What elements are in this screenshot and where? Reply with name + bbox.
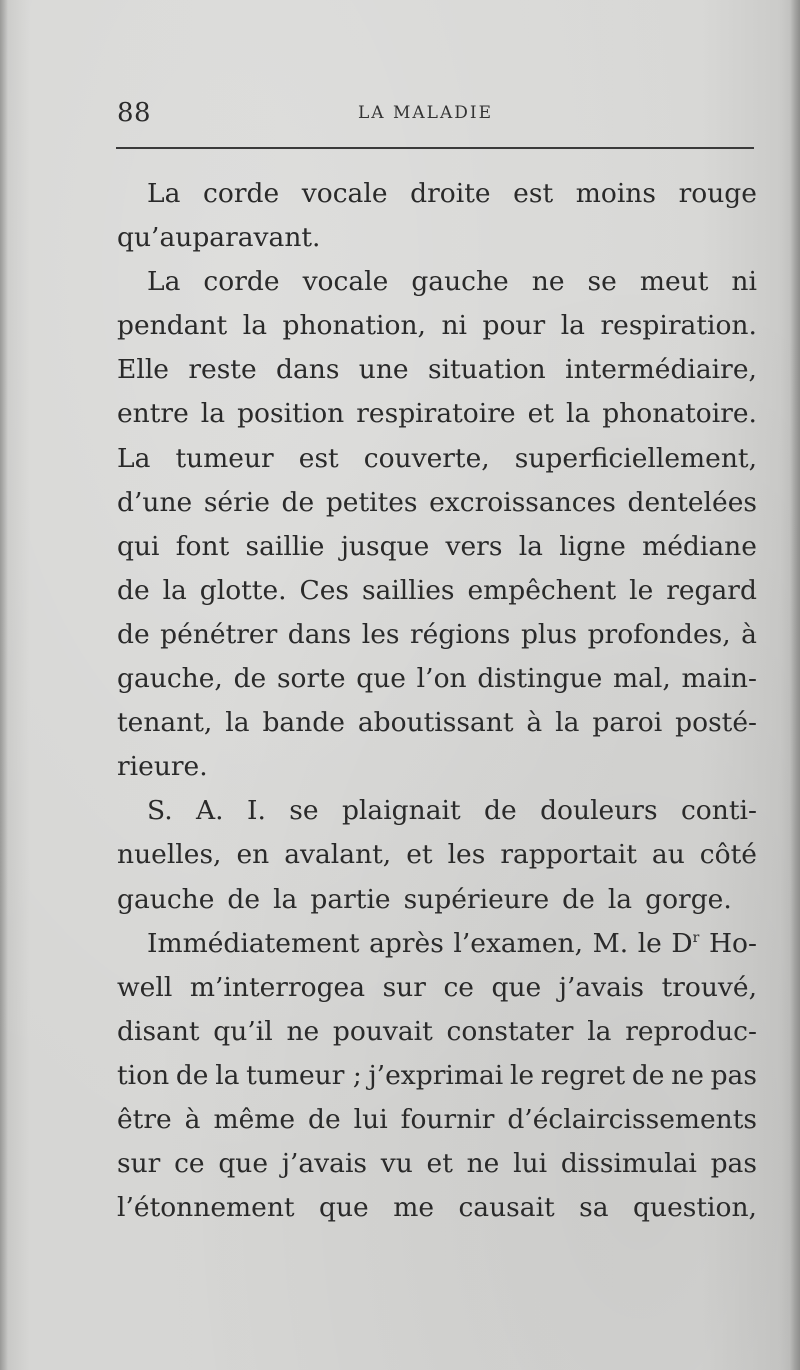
word: ne	[671, 1059, 704, 1091]
word: que	[491, 971, 542, 1003]
word: ni	[731, 266, 757, 298]
word: S.	[147, 795, 173, 827]
word: fournir	[400, 1103, 495, 1135]
word: phonatoire.	[602, 398, 757, 430]
word: corde	[203, 266, 280, 298]
word: sorte	[276, 663, 346, 695]
word: que	[356, 663, 406, 695]
word: de	[281, 486, 315, 518]
body-text	[117, 172, 757, 1230]
word: que	[218, 1148, 269, 1180]
word: la	[560, 310, 585, 342]
word: well	[117, 971, 173, 1003]
word: position	[237, 398, 345, 430]
text-line	[117, 1010, 757, 1054]
word: vocale	[301, 178, 388, 209]
word: disant	[117, 1015, 200, 1047]
word: après	[369, 927, 444, 959]
text-line	[117, 833, 757, 877]
text-line	[117, 525, 757, 569]
word: La	[147, 266, 181, 298]
word: causait	[458, 1192, 555, 1224]
page-edge-shadow-right	[790, 0, 800, 1370]
word: droite	[410, 178, 491, 209]
page-edge-shadow-left	[0, 0, 8, 1370]
word: de	[227, 883, 261, 915]
word: pénétrer	[160, 618, 278, 650]
word: qu’auparavant.	[117, 222, 321, 254]
text-line	[117, 789, 757, 833]
word: phonation,	[282, 310, 426, 342]
word: la	[225, 707, 250, 739]
word: plus	[520, 618, 578, 650]
word: la	[555, 707, 580, 739]
word: respiratoire	[356, 398, 516, 430]
word: tumeur	[175, 442, 274, 474]
word: médiane	[642, 530, 757, 562]
word: la	[273, 883, 298, 915]
word: rieure.	[117, 751, 208, 783]
word: tumeur ;	[246, 1059, 362, 1091]
page-number: 88	[117, 98, 152, 128]
word: gauche	[117, 883, 215, 915]
word: main-	[681, 663, 757, 695]
running-title: LA MALADIE	[358, 103, 493, 123]
word: douleurs	[540, 795, 658, 827]
word: excroissances	[429, 486, 616, 518]
word: être	[117, 1103, 172, 1135]
word: rouge	[678, 178, 757, 209]
word: superficiellement,	[514, 442, 757, 474]
word: ce	[174, 1148, 205, 1180]
word: qu’il	[213, 1015, 273, 1047]
word: le	[509, 1059, 535, 1091]
word: me	[393, 1192, 434, 1224]
word: reproduc-	[625, 1015, 757, 1047]
word: se	[289, 795, 319, 827]
word: à	[741, 618, 757, 650]
word: série	[203, 486, 270, 518]
word: pour	[482, 310, 546, 342]
text-line	[117, 172, 757, 216]
word: lui	[353, 1103, 388, 1135]
word: vocale	[302, 266, 389, 298]
word: distingue	[477, 663, 603, 695]
word: Ho-	[708, 927, 757, 959]
word: paroi	[592, 707, 663, 739]
word: de	[117, 574, 150, 606]
word: reste	[188, 354, 257, 386]
word: ne	[286, 1015, 320, 1047]
word: dans	[287, 618, 352, 650]
word: corde	[203, 178, 280, 209]
word: de	[562, 883, 595, 915]
word: empêchent	[467, 574, 617, 606]
word: est	[298, 442, 339, 474]
text-line	[117, 701, 757, 745]
word: le	[629, 574, 654, 606]
word: I.	[246, 795, 266, 827]
word: situation	[427, 354, 546, 386]
word: qui	[117, 530, 160, 562]
word: pouvait	[332, 1015, 433, 1047]
word: une	[358, 354, 409, 386]
word: m’interrogea	[189, 971, 366, 1003]
word: la	[607, 883, 633, 915]
word: de	[117, 618, 150, 650]
text-line	[117, 260, 757, 304]
word: j’avais	[558, 971, 645, 1003]
text-line	[117, 966, 757, 1010]
word: question,	[633, 1192, 757, 1224]
word: ce	[443, 971, 474, 1003]
word: pas	[710, 1059, 757, 1091]
word: Elle	[117, 354, 169, 386]
word: mal,	[612, 663, 671, 695]
text-line	[117, 1098, 757, 1142]
word: respiration.	[600, 310, 757, 342]
word: regard	[666, 574, 757, 606]
word: sa	[579, 1192, 609, 1224]
word: tion	[117, 1059, 170, 1091]
text-line	[117, 348, 757, 392]
word: la	[565, 398, 591, 430]
word: j’exprimai	[368, 1059, 504, 1091]
word: Immédiatement	[147, 927, 360, 959]
word: trouvé,	[661, 971, 757, 1003]
word: la	[200, 398, 226, 430]
word: partie	[310, 883, 391, 915]
text-line	[117, 1142, 757, 1186]
word: bande	[262, 707, 345, 739]
word: au	[651, 839, 685, 871]
word: constater	[446, 1015, 574, 1047]
text-line	[117, 569, 757, 613]
word: ligne	[559, 530, 626, 562]
word: entre	[117, 398, 189, 430]
text-line	[117, 613, 757, 657]
word: sur	[117, 1148, 161, 1180]
word: ne	[531, 266, 565, 298]
word: moins	[575, 178, 656, 209]
word: la	[162, 574, 187, 606]
word: les	[447, 839, 486, 871]
word: de	[631, 1059, 665, 1091]
word: intermédiaire,	[565, 354, 757, 386]
word: regret	[540, 1059, 626, 1091]
word: la	[518, 530, 543, 562]
word: gorge.	[645, 883, 732, 915]
text-line	[117, 1186, 757, 1230]
text-line	[117, 392, 757, 436]
word: la	[215, 1059, 240, 1091]
word: couverte,	[363, 442, 490, 474]
word: d’éclaircissements	[507, 1103, 757, 1135]
word: meut	[639, 266, 709, 298]
word: jusque	[340, 530, 430, 562]
word: plaignait	[341, 795, 461, 827]
word: d’une	[117, 486, 193, 518]
word: pas	[710, 1148, 757, 1180]
word: à	[526, 707, 543, 739]
word: même	[213, 1103, 296, 1135]
text-line	[117, 922, 757, 966]
word: la	[242, 310, 267, 342]
word: font	[175, 530, 230, 562]
word: j’avais	[281, 1148, 368, 1180]
word: l’on	[416, 663, 467, 695]
word: et	[406, 839, 433, 871]
word: que	[319, 1192, 369, 1224]
word: La	[117, 442, 151, 474]
word: supérieure	[403, 883, 550, 915]
text-line	[117, 657, 757, 701]
word: à	[184, 1103, 201, 1135]
text-line	[117, 1054, 757, 1098]
word: le	[637, 927, 662, 959]
text-line	[117, 745, 757, 789]
word: et	[426, 1148, 453, 1180]
word: de	[233, 663, 267, 695]
word: posté-	[675, 707, 757, 739]
text-line	[117, 304, 757, 348]
word: saillie	[245, 530, 325, 562]
word: saillies	[361, 574, 455, 606]
word: dans	[276, 354, 340, 386]
word: dentelées	[627, 486, 757, 518]
word: de	[308, 1103, 341, 1135]
word: est	[513, 178, 554, 209]
word: pendant	[117, 310, 228, 342]
word: de	[484, 795, 517, 827]
word: vu	[380, 1148, 413, 1180]
word: glotte.	[199, 574, 287, 606]
word: conti-	[680, 795, 757, 827]
text-line	[117, 216, 757, 260]
word: avalant,	[284, 839, 392, 871]
word: nuelles,	[117, 839, 222, 871]
word: en	[236, 839, 270, 871]
word: les	[361, 618, 400, 650]
word: profondes,	[587, 618, 731, 650]
word: l’étonnement	[117, 1192, 295, 1224]
word: M.	[592, 927, 629, 959]
word: vers	[445, 530, 503, 562]
word: de	[175, 1059, 209, 1091]
word: et	[527, 398, 554, 430]
word: lui	[513, 1148, 548, 1180]
word: se	[587, 266, 617, 298]
word: $D^r$	[671, 927, 700, 959]
text-line	[117, 481, 757, 525]
word: ne	[466, 1148, 500, 1180]
text-line	[117, 437, 757, 481]
word: régions	[410, 618, 511, 650]
word: dissimulai	[560, 1148, 697, 1180]
word: Ces	[299, 574, 350, 606]
word: côté	[699, 839, 757, 871]
word: tenant,	[117, 707, 213, 739]
word: rapportait	[500, 839, 637, 871]
text-line	[117, 878, 757, 922]
word: aboutissant	[357, 707, 514, 739]
word: ni	[441, 310, 467, 342]
word: la	[587, 1015, 612, 1047]
word: l’examen,	[453, 927, 583, 959]
word: La	[147, 178, 181, 209]
word: gauche,	[117, 663, 223, 695]
word: A.	[196, 795, 224, 827]
word: gauche	[411, 266, 509, 298]
word: sur	[382, 971, 426, 1003]
header-rule	[116, 147, 754, 149]
word: petites	[325, 486, 418, 518]
